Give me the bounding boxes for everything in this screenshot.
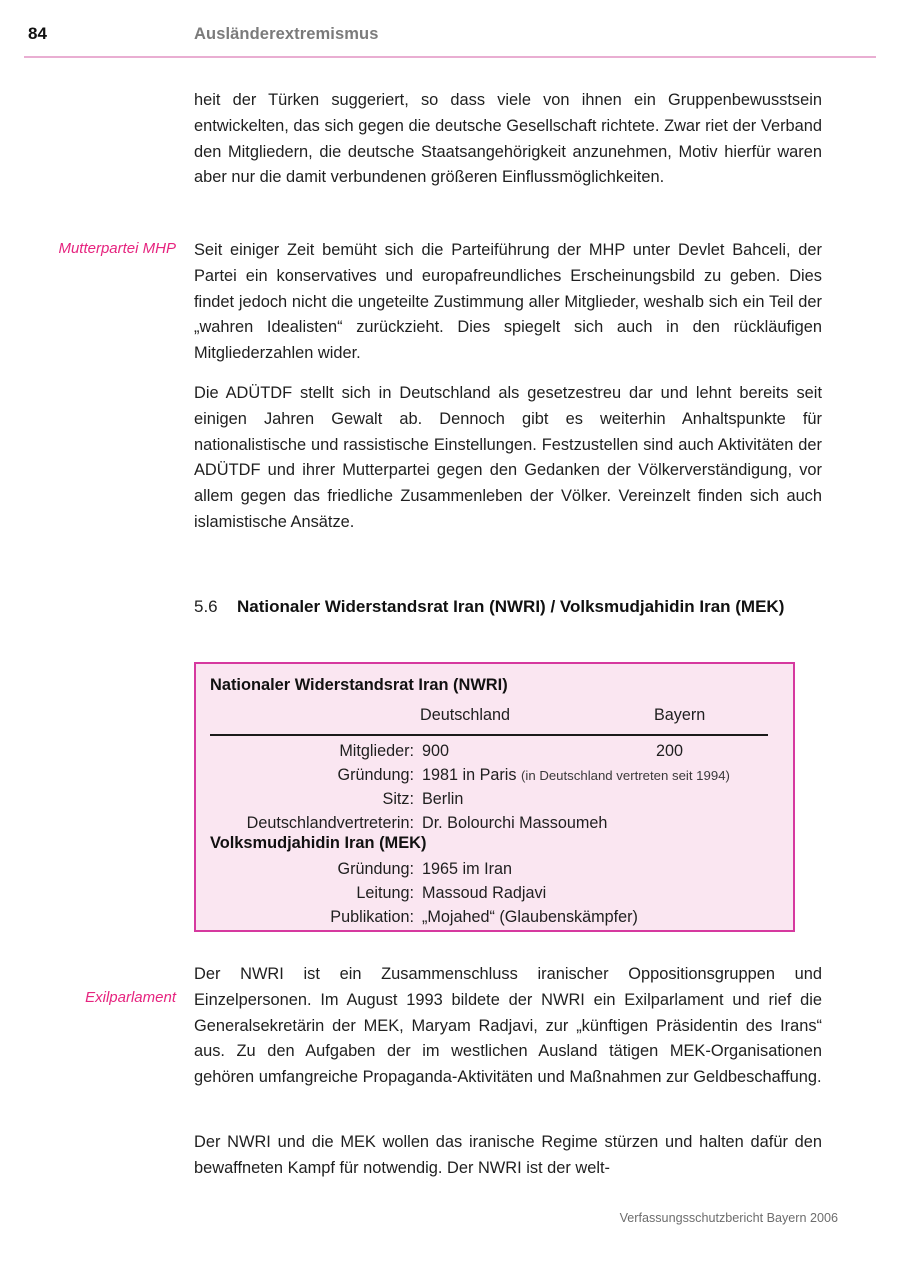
- row-value-deutschland: Massoud Radjavi: [422, 884, 547, 902]
- info-box-org2-title: Volksmudjahidin Iran (MEK): [210, 834, 427, 852]
- row-value-deutschland: [422, 766, 730, 785]
- info-box-column-header-bayern: Bayern: [654, 706, 706, 724]
- info-box-row-gruendung-mek: [196, 860, 793, 884]
- body-paragraph-4: Der NWRI ist ein Zusammenschluss iranischer Oppositionsgruppen und Einzelpersonen. Im August 1993 bildete der NWRI ein Exilparlament und rief die Generalsekretärin der MEK, Maryam Radjavi, zur „künftigen Präsidentin des Irans“ aus. Zu den Aufgaben der im westlichen Ausland tätigen MEK-Organisationen gehören umfangreiche Propaganda-Aktivitäten und Maßnahmen zur Geldbeschaffung.: [194, 965, 822, 1087]
- row-label: Publikation:: [330, 908, 414, 926]
- paragraph-block-4: [194, 962, 822, 1112]
- page-number: 84: [28, 24, 48, 43]
- paragraph-block-3: [194, 381, 822, 557]
- row-label: Mitglieder:: [339, 742, 414, 760]
- info-box-header-rule: [210, 734, 768, 736]
- row-value-deutschland: Berlin: [422, 790, 464, 808]
- paragraph-block-2: [194, 238, 822, 388]
- row-label: Gründung:: [337, 860, 414, 878]
- page-header: [28, 24, 872, 54]
- section-heading-5-6: [194, 595, 822, 620]
- info-box-row-leitung: [196, 884, 793, 908]
- section-title: Nationaler Widerstandsrat Iran (NWRI) / Volksmudjahidin Iran (MEK): [237, 597, 785, 616]
- info-box-row-sitz: [196, 790, 793, 814]
- organisation-info-box: [194, 662, 795, 932]
- row-value-bayern: 200: [656, 742, 684, 760]
- header-chapter-title: Ausländerextremismus: [194, 25, 379, 43]
- page-footer: Verfassungsschutzbericht Bayern 2006: [619, 1211, 838, 1225]
- margin-note-exilparlament: Exilparlament: [85, 989, 176, 1006]
- row-value-deutschland: 1965 im Iran: [422, 860, 512, 878]
- info-box-row-mitglieder: [196, 742, 793, 766]
- section-number: 5.6: [194, 597, 218, 616]
- info-box-org1-title: Nationaler Widerstandsrat Iran (NWRI): [210, 676, 508, 694]
- info-box-row-publikation: [196, 908, 793, 932]
- margin-note-mutterpartei: Mutterpartei MHP: [58, 240, 176, 257]
- row-value-deutschland: Dr. Bolourchi Massoumeh: [422, 814, 608, 832]
- row-label: Leitung:: [356, 884, 414, 902]
- row-value-note: (in Deutschland vertreten seit 1994): [521, 768, 730, 783]
- body-paragraph-3: Die ADÜTDF stellt sich in Deutschland als gesetzestreu dar und lehnt bereits seit einigen Jahren Gewalt ab. Dennoch gibt es weiterhin Anhaltspunkte für nationalistische und rassistische Einstellungen. Festzustellen sind auch Aktivitäten der ADÜTDF und ihrer Mutterpartei gegen den Gedanken der Völkerverständigung, vor allem gegen das friedliche Zusammenleben der Völker. Vereinzelt finden sich auch islamistische Ansätze.: [194, 384, 822, 531]
- header-divider-rule: [24, 56, 876, 58]
- info-box-row-gruendung-nwri: [196, 766, 793, 790]
- row-label: Sitz:: [382, 790, 414, 808]
- row-value-deutschland: „Mojahed“ (Glaubenskämpfer): [422, 908, 638, 926]
- info-box-column-header-deutschland: Deutschland: [420, 706, 510, 724]
- body-paragraph-2: Seit einiger Zeit bemüht sich die Parteiführung der MHP unter Devlet Bahceli, der Partei ein konservatives und europafreundliches Erscheinungsbild zu geben. Dies findet jedoch nicht die ungeteilte Zustimmung aller Mitglieder, weshalb sich ein Teil der „wahren Idealisten“ zurückzieht. Dies spiegelt sich auch in den rückläufigen Mitgliederzahlen wider.: [194, 241, 822, 363]
- row-label: Deutschlandvertreterin:: [246, 814, 414, 832]
- body-paragraph-5: Der NWRI und die MEK wollen das iranische Regime stürzen und halten dafür den bewaffneten Kampf für notwendig. Der NWRI ist der welt-: [194, 1133, 822, 1177]
- row-value-text: 1981 in Paris: [422, 766, 517, 784]
- paragraph-block-5: [194, 1130, 822, 1203]
- row-label: Gründung:: [337, 766, 414, 784]
- paragraph-block-1: [194, 88, 822, 212]
- row-value-deutschland: 900: [422, 742, 450, 760]
- body-paragraph-1: heit der Türken suggeriert, so dass viele von ihnen ein Gruppenbewusstsein entwickelten, das sich gegen die deutsche Gesellschaft richtete. Zwar riet der Verband den Mitgliedern, die deutsche Staatsangehörigkeit anzunehmen, Motiv hierfür waren aber nur die damit verbundenen größeren Einflussmöglichkeiten.: [194, 91, 822, 187]
